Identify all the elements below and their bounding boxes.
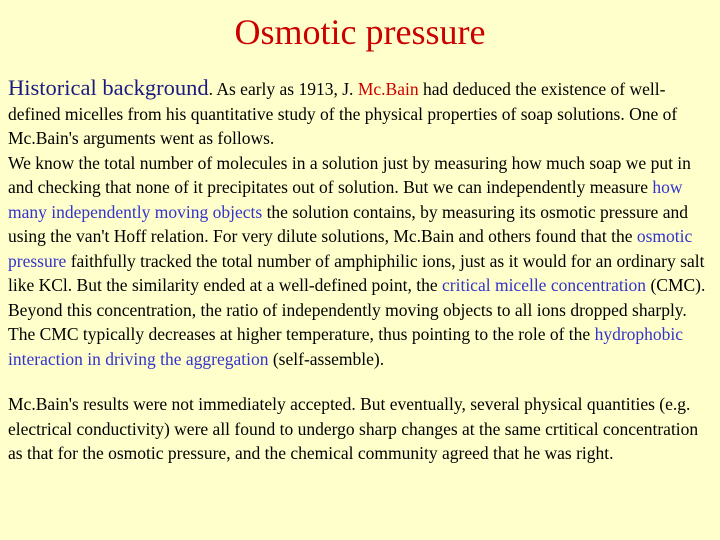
section-heading: Historical background [8, 75, 209, 100]
paragraph-acceptance: Mc.Bain's results were not immediately accepted. But eventually, several physical quantities (e.g. electrical conductivity) were all found to undergo sharp changes at the same crtitical concentration as that for the osmotic pressure, and the chemical community agreed that he was right. [8, 394, 699, 463]
text-run: had deduced the existence of well-defined micelles from his quantitative study of the physical properties of soap solutions. One of Mc.Bain's arguments went as follows. [8, 79, 678, 148]
text-run: (CMC). Beyond this concentration, the ratio of independently moving objects to all ions dropped sharply. The CMC typically decreases at higher temperature, thus pointing to the role of the [8, 275, 706, 344]
paragraph-gap [8, 371, 716, 392]
slide-body [8, 76, 716, 466]
mcbain-name: Mc.Bain [357, 79, 419, 99]
highlight-hydrophobic: hydrophobic interaction in driving the aggregation [8, 324, 684, 369]
text-run: faithfully tracked the total number of amphiphilic ions, just as it would for an ordinary salt like KCl. But the similarity ended at a well-defined point, the [8, 250, 705, 295]
paragraph-historical-background [8, 76, 716, 151]
slide-title: Osmotic pressure [234, 12, 486, 52]
text-run: the solution contains, by measuring its osmotic pressure and using the van't Hoff relation. For very dilute solutions, Mc.Bain and others found that the [8, 201, 688, 246]
text-run: We know the total number of molecules in a solution just by measuring how much soap we put in and checking that none of it precipitates out of solution. But we can independently measure [8, 152, 691, 197]
highlight-osmotic-pressure: osmotic pressure [8, 226, 693, 271]
paragraph-argument [8, 151, 716, 372]
highlight-moving-objects: how many independently moving objects [8, 177, 683, 222]
text-run: . As early as 1913, J. [208, 79, 358, 99]
highlight-cmc: critical micelle concentration [442, 275, 647, 295]
text-run: (self-assemble). [268, 348, 385, 369]
